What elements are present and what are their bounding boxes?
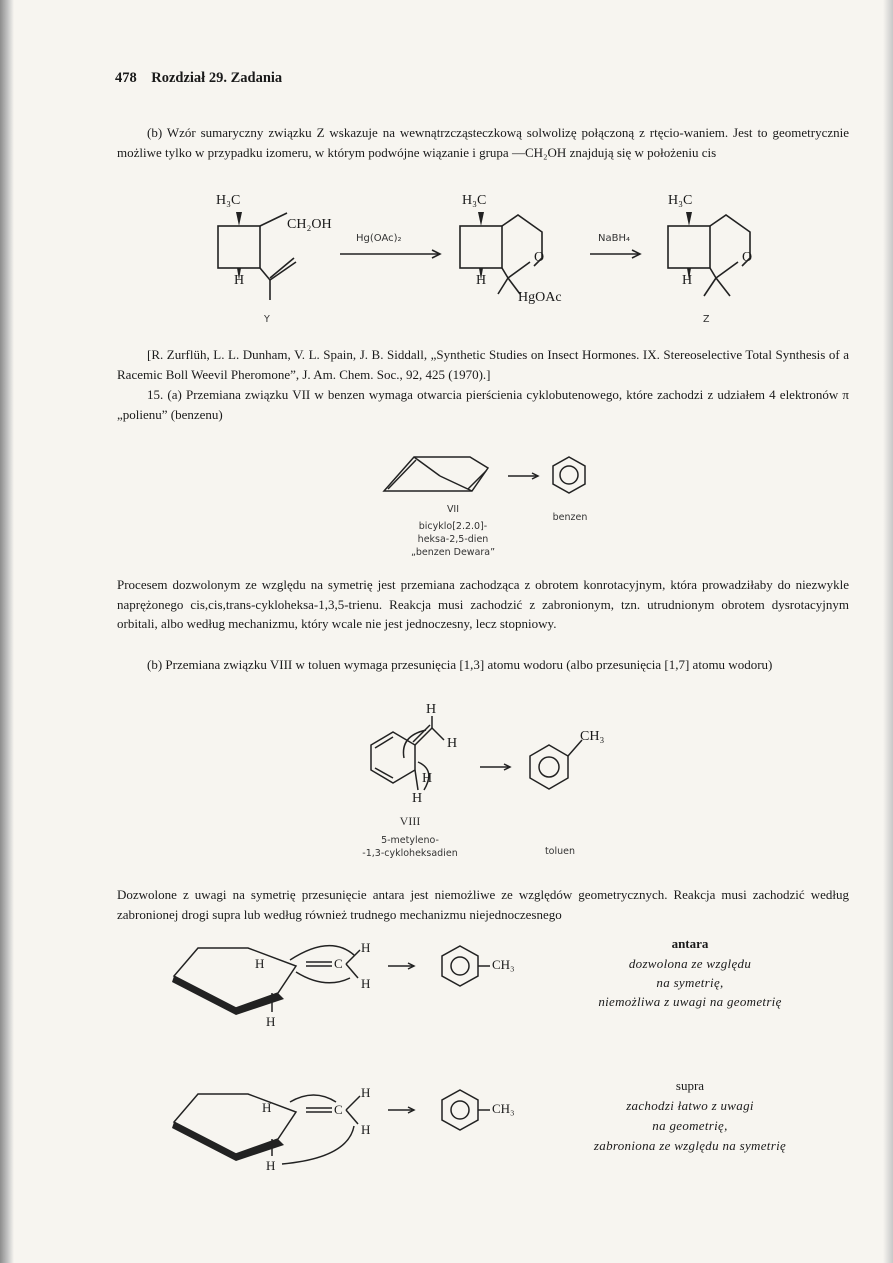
- supra-ch3: CH₃: [492, 1101, 515, 1116]
- paragraph-konrotacja: Procesem dozwolonym ze względu na symetrię jest przemiana zachodząca z obrotem konrotacyjnym, która prowadziłaby do niezwykle naprężonego cis,cis,trans-cykloheksa-1,3,5-trienu. Reakcja musi zachodzić z zabronionym, tzn. utrudnionym obrotem dysrotacyjnym orbitali, albo według mechanizmu, który wcale nie jest jednoczesny, lecz stopniowy.: [117, 577, 849, 631]
- reference-citation: [R. Zurflüh, L. L. Dunham, V. L. Spain, J. B. Siddall, „Synthetic Studies on Insect Hormones. IX. Stereoselective Total Synthesis of a Racemic Boll Weevil Pheromone”, J. Am. Chem. Soc., 92, 425 (1970).]: [117, 347, 849, 382]
- label-toluen: toluen: [544, 846, 576, 857]
- antara-h3: H: [361, 976, 371, 991]
- h-bottom: H: [412, 791, 423, 806]
- paragraph-b-intro: (b) Wzór sumaryczny związku Z wskazuje na wewnątrzcząsteczkową solwolizę połączoną z rtęcio-waniem. Jest to geometrycznie możliwe tylko w przypadku izomeru, w którym podwójne wiązanie i grupa —CH₂OH znajdują się w położeniu cis: [117, 125, 849, 160]
- paragraph-antara-supra: Dozwolone z uwagi na symetrię przesunięcie antara jest niemożliwe ze względów geometrycznych. Reakcja musi zachodzić według zabronionej drogi supra lub według również trudnego mechanizmu niejednoczesnego: [117, 887, 849, 922]
- supra-line3: zabroniona ze względu na symetrię: [593, 1138, 787, 1153]
- y-ch2oh: CH₂OH: [287, 217, 332, 232]
- paragraph-15b: (b) Przemiana związku VIII w toluen wymaga przesunięcia [1,3] atomu wodoru (albo przesunięcia [1,7] atomu wodoru): [147, 657, 773, 672]
- antara-line3: niemożliwa z uwagi na geometrię: [598, 994, 782, 1009]
- h-methylene-top: H: [426, 702, 437, 717]
- antara-line1: dozwolona ze względu: [628, 956, 752, 971]
- z-o: O: [742, 250, 753, 265]
- antara-title: antara: [671, 936, 709, 951]
- supra-h2: H: [361, 1085, 371, 1100]
- mid-hgoac: HgOAc: [518, 290, 562, 305]
- reagent-hgoac2: Hg(OAc)₂: [356, 233, 402, 244]
- y-h3c: H₃C: [216, 193, 241, 208]
- supra-h-bottom: H: [266, 1158, 276, 1173]
- antara-ch3: CH₃: [492, 957, 515, 972]
- antara-h-bottom: H: [266, 1014, 276, 1029]
- antara-line2: na symetrię,: [656, 975, 724, 990]
- label-y: Y: [264, 314, 270, 325]
- z-h: H: [682, 273, 693, 288]
- page-number: 478: [115, 70, 137, 86]
- label-viii: VIII: [399, 814, 421, 828]
- viii-name-1: 5-metyleno-: [381, 835, 439, 846]
- viii-name-2: -1,3-cykloheksadien: [362, 848, 458, 859]
- paragraph-15a: 15. (a) Przemiana związku VII w benzen wymaga otwarcia pierścienia cyklobutenowego, które zachodzi z udziałem 4 elektronów π „polienu” (benzenu): [117, 387, 849, 422]
- antara-h1: H: [255, 956, 265, 971]
- supra-c: C: [334, 1102, 343, 1117]
- supra-line2: na geometrię,: [652, 1118, 728, 1133]
- h-methylene-right: H: [447, 736, 458, 751]
- toluen-ch3: CH₃: [580, 729, 605, 744]
- mid-o: O: [534, 250, 545, 265]
- z-h3c: H₃C: [668, 193, 693, 208]
- y-h: H: [234, 273, 245, 288]
- antara-h2: H: [361, 940, 371, 955]
- supra-line1: zachodzi łatwo z uwagi: [626, 1098, 754, 1113]
- mid-h: H: [476, 273, 487, 288]
- vii-name-2: heksa-2,5-dien: [417, 534, 489, 545]
- chapter-title: Rozdział 29. Zadania: [151, 70, 283, 86]
- supra-title: supra: [675, 1078, 705, 1093]
- label-benzen: benzen: [552, 512, 588, 523]
- vii-name-1: bicyklo[2.2.0]-: [418, 521, 488, 532]
- vii-name-3: „benzen Dewara”: [410, 547, 496, 558]
- antara-c: C: [334, 956, 343, 971]
- supra-h3: H: [361, 1122, 371, 1137]
- mid-h3c: H₃C: [462, 193, 487, 208]
- label-vii: VII: [446, 504, 460, 515]
- h-ring: H: [422, 771, 433, 786]
- reagent-nabh4: NaBH₄: [598, 233, 630, 244]
- supra-h1: H: [262, 1100, 272, 1115]
- label-z: Z: [703, 314, 710, 325]
